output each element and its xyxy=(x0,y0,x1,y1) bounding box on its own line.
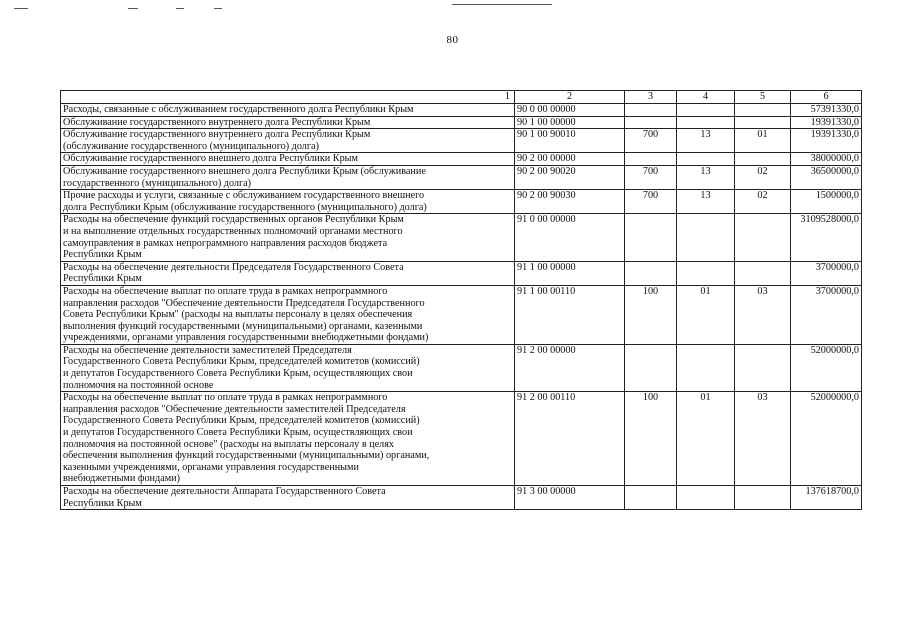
subsection-cell xyxy=(735,344,791,391)
expense-name-cell xyxy=(61,344,515,391)
target-code-cell xyxy=(515,214,625,261)
expense-name-cell xyxy=(61,104,515,117)
expense-name-cell xyxy=(61,153,515,166)
target-code-cell xyxy=(515,165,625,189)
subsection-text: 02 xyxy=(757,165,768,177)
expense-name-text: Расходы на обеспечение деятельности Председателя Государственного Совета Республики Крым xyxy=(63,261,404,285)
table-row xyxy=(61,344,862,391)
column-header-3: 3 xyxy=(625,91,677,104)
column-header-6: 6 xyxy=(791,91,862,104)
amount-text: 19391330,0 xyxy=(810,129,859,141)
amount-cell xyxy=(791,214,862,261)
amount-text: 38000000,0 xyxy=(810,153,859,165)
expense-name-text: Расходы на обеспечение выплат по оплате труда в рамках непрограммного направления расходов "Обеспечение деятельности заместителей Председателя Государственного Совета Республики Крым, председателей комитетов (комиссий) и депутатов Государственного Совета Республики Крым, осуществляющих свои полномочия на постоянной основе" (расходы на выплаты персоналу в целях обеспечения выполнения функций государственными (муниципальными) органами, казенными учреждениями, органами управления государственными внебюджетными фондами) xyxy=(63,392,430,485)
target-code-text: 90 0 00 00000 xyxy=(517,104,576,115)
target-code-cell xyxy=(515,285,625,344)
expense-name-cell xyxy=(61,261,515,285)
expense-name-cell xyxy=(61,116,515,129)
target-code-text: 90 2 00 90020 xyxy=(517,165,576,177)
section-cell xyxy=(677,344,735,391)
target-code-text: 91 2 00 00000 xyxy=(517,344,576,356)
expense-type-cell xyxy=(625,344,677,391)
subsection-cell xyxy=(735,486,791,510)
table-row xyxy=(61,104,862,117)
target-code-cell xyxy=(515,261,625,285)
section-text: 13 xyxy=(700,129,711,141)
expense-name-cell xyxy=(61,486,515,510)
expense-type-cell xyxy=(625,285,677,344)
amount-text: 3109528000,0 xyxy=(800,214,859,226)
expense-name-text: Расходы на обеспечение деятельности Аппарата Государственного Совета Республики Крым xyxy=(63,486,386,509)
amount-cell xyxy=(791,392,862,486)
expense-type-cell xyxy=(625,261,677,285)
section-text: 13 xyxy=(700,165,711,177)
table-row xyxy=(61,214,862,261)
section-cell xyxy=(677,486,735,510)
expense-type-cell xyxy=(625,104,677,117)
target-code-text: 91 2 00 00110 xyxy=(517,392,576,404)
table-row xyxy=(61,165,862,189)
subsection-cell xyxy=(735,165,791,189)
target-code-cell xyxy=(515,344,625,391)
target-code-cell xyxy=(515,129,625,153)
subsection-cell xyxy=(735,104,791,117)
amount-text: 19391330,0 xyxy=(810,116,859,128)
expense-type-text: 700 xyxy=(642,129,659,141)
scan-mark xyxy=(128,8,138,9)
expense-type-cell xyxy=(625,486,677,510)
amount-text: 52000000,0 xyxy=(810,344,859,356)
table-header-row xyxy=(61,91,862,104)
expense-name-cell xyxy=(61,190,515,214)
target-code-text: 90 1 00 90010 xyxy=(517,129,576,141)
section-cell xyxy=(677,165,735,189)
expense-type-text: 100 xyxy=(642,285,659,297)
expense-type-text: 700 xyxy=(642,165,659,177)
expense-type-cell xyxy=(625,190,677,214)
expense-name-text: Прочие расходы и услуги, связанные с обслуживанием государственного внешнего долга Республики Крым (обслуживание государственного (муниципального) долга) xyxy=(63,190,427,213)
section-cell xyxy=(677,392,735,486)
column-header-5: 5 xyxy=(735,91,791,104)
target-code-text: 91 1 00 00110 xyxy=(517,285,576,297)
page-number: 80 xyxy=(446,34,459,46)
expense-name-cell xyxy=(61,285,515,344)
expense-type-cell xyxy=(625,214,677,261)
amount-cell xyxy=(791,486,862,510)
table-row xyxy=(61,486,862,510)
scan-mark xyxy=(214,8,222,9)
amount-text: 3700000,0 xyxy=(815,285,859,297)
amount-cell xyxy=(791,116,862,129)
table-row xyxy=(61,392,862,486)
table-row xyxy=(61,129,862,153)
amount-cell xyxy=(791,261,862,285)
expense-name-text: Расходы, связанные с обслуживанием государственного долга Республики Крым xyxy=(63,104,414,115)
subsection-text: 03 xyxy=(757,392,768,404)
target-code-cell xyxy=(515,104,625,117)
scan-mark xyxy=(452,4,552,5)
section-cell xyxy=(677,116,735,129)
expense-name-text: Расходы на обеспечение функций государственных органов Республики Крым и на выполнение отдельных государственных полномочий органами местного самоуправления в рамках непрограммного направления расходов бюджета Республики Крым xyxy=(63,214,404,261)
amount-cell xyxy=(791,129,862,153)
table-row xyxy=(61,285,862,344)
section-text: 01 xyxy=(700,285,711,297)
target-code-text: 90 2 00 90030 xyxy=(517,190,576,202)
expense-name-text: Обслуживание государственного внешнего долга Республики Крым (обслуживание государственного (муниципального) долга) xyxy=(63,165,426,189)
target-code-text: 91 1 00 00000 xyxy=(517,261,576,273)
column-header-1: 1 xyxy=(61,91,515,104)
expense-type-text: 100 xyxy=(642,392,659,404)
subsection-cell xyxy=(735,285,791,344)
expense-name-cell xyxy=(61,214,515,261)
target-code-cell xyxy=(515,190,625,214)
target-code-cell xyxy=(515,153,625,166)
target-code-text: 91 3 00 00000 xyxy=(517,486,576,497)
expense-name-cell xyxy=(61,165,515,189)
section-cell xyxy=(677,153,735,166)
amount-text: 36500000,0 xyxy=(810,165,859,177)
section-cell xyxy=(677,214,735,261)
section-text: 13 xyxy=(700,190,711,202)
section-cell xyxy=(677,285,735,344)
amount-text: 52000000,0 xyxy=(810,392,859,404)
subsection-cell xyxy=(735,261,791,285)
section-cell xyxy=(677,129,735,153)
expense-name-cell xyxy=(61,129,515,153)
expense-type-text: 700 xyxy=(642,190,659,202)
section-cell xyxy=(677,261,735,285)
expense-name-cell xyxy=(61,392,515,486)
expense-name-text: Обслуживание государственного внутреннего долга Республики Крым (обслуживание государственного (муниципального) долга) xyxy=(63,129,371,152)
scan-mark xyxy=(176,8,184,9)
amount-cell xyxy=(791,104,862,117)
table-row xyxy=(61,261,862,285)
subsection-cell xyxy=(735,129,791,153)
target-code-text: 90 1 00 00000 xyxy=(517,116,576,128)
subsection-cell xyxy=(735,153,791,166)
subsection-cell xyxy=(735,190,791,214)
section-cell xyxy=(677,104,735,117)
subsection-text: 01 xyxy=(757,129,768,141)
expense-name-text: Расходы на обеспечение выплат по оплате труда в рамках непрограммного направления расходов "Обеспечение деятельности Председателя Государственного Совета Республики Крым" (расходы на выплаты персоналу в целях обеспечения выполнения функций государственными (муниципальными) органами, казенными учреждениями, органами управления государственными внебюджетными фондами) xyxy=(63,285,429,344)
expense-type-cell xyxy=(625,392,677,486)
amount-text: 57391330,0 xyxy=(810,104,859,115)
expense-name-text: Расходы на обеспечение деятельности заместителей Председателя Государственного Совета Республики Крым, председателей комитетов (комиссий) и депутатов Государственного Совета Республики Крым, осуществляющих свои полномочия на постоянной основе xyxy=(63,344,420,391)
target-code-text: 90 2 00 00000 xyxy=(517,153,576,165)
expense-type-cell xyxy=(625,153,677,166)
expense-type-cell xyxy=(625,116,677,129)
target-code-cell xyxy=(515,486,625,510)
amount-cell xyxy=(791,165,862,189)
subsection-text: 02 xyxy=(757,190,768,202)
amount-text: 1500000,0 xyxy=(815,190,859,202)
column-header-4: 4 xyxy=(677,91,735,104)
amount-text: 137618700,0 xyxy=(805,486,859,497)
amount-text: 3700000,0 xyxy=(815,261,859,273)
amount-cell xyxy=(791,285,862,344)
section-text: 01 xyxy=(700,392,711,404)
expense-type-cell xyxy=(625,129,677,153)
table-row xyxy=(61,190,862,214)
table-row xyxy=(61,116,862,129)
subsection-cell xyxy=(735,214,791,261)
expense-name-text: Обслуживание государственного внешнего долга Республики Крым xyxy=(63,153,358,165)
subsection-cell xyxy=(735,392,791,486)
column-header-2: 2 xyxy=(515,91,625,104)
amount-cell xyxy=(791,153,862,166)
subsection-cell xyxy=(735,116,791,129)
subsection-text: 03 xyxy=(757,285,768,297)
budget-table xyxy=(60,90,862,510)
target-code-text: 91 0 00 00000 xyxy=(517,214,576,226)
section-cell xyxy=(677,190,735,214)
expense-name-text: Обслуживание государственного внутреннего долга Республики Крым xyxy=(63,116,371,128)
scan-mark xyxy=(14,8,28,9)
table-row xyxy=(61,153,862,166)
target-code-cell xyxy=(515,392,625,486)
amount-cell xyxy=(791,344,862,391)
table-body xyxy=(61,104,862,510)
expense-type-cell xyxy=(625,165,677,189)
amount-cell xyxy=(791,190,862,214)
target-code-cell xyxy=(515,116,625,129)
